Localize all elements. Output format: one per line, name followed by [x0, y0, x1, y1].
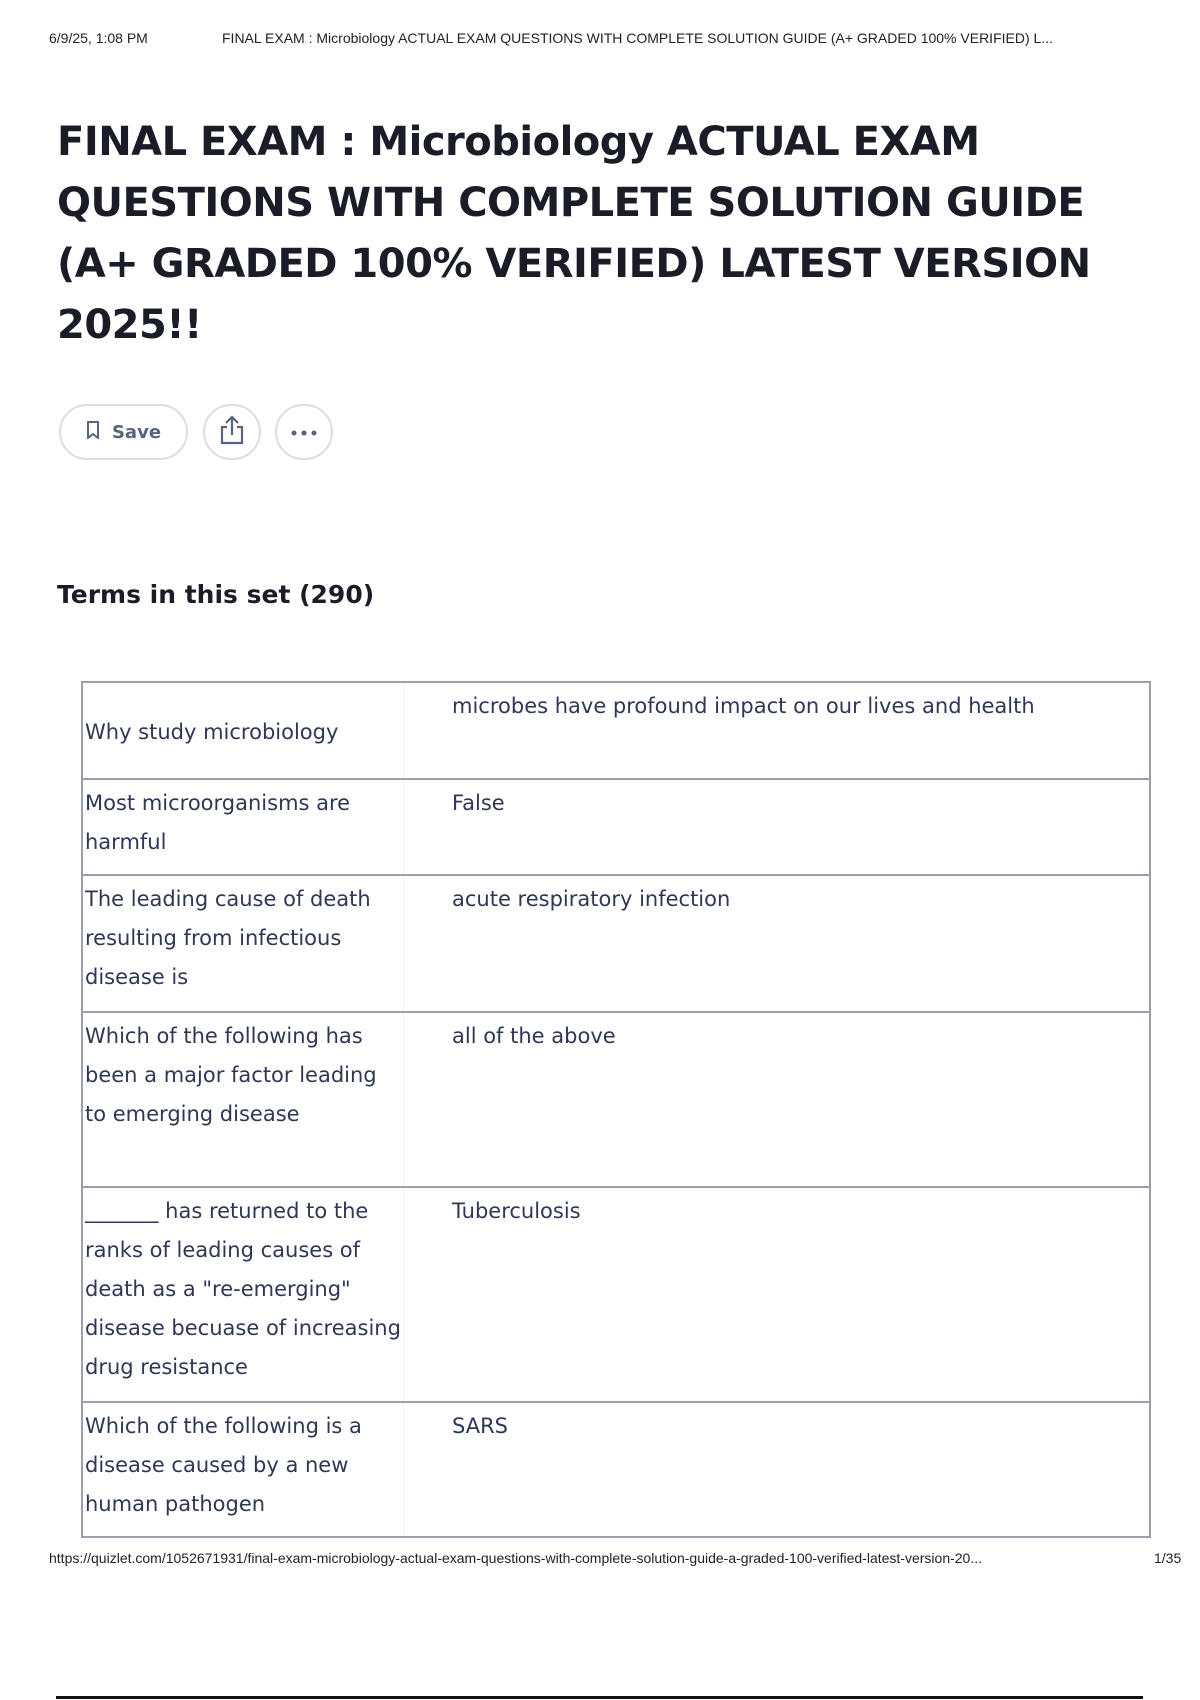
- definition-cell: False: [404, 779, 1151, 875]
- bookmark-icon: [86, 421, 100, 444]
- term-cell: Which of the following has been a major factor leading to emerging disease: [82, 1012, 404, 1187]
- more-icon: [290, 423, 318, 441]
- definition-cell: Tuberculosis: [404, 1187, 1151, 1402]
- share-icon: [219, 415, 245, 450]
- terms-table: [81, 681, 1151, 1538]
- definition-cell: acute respiratory infection: [404, 875, 1151, 1012]
- page-number: 1/35: [1154, 1550, 1182, 1566]
- term-cell: _______ has returned to the ranks of leading causes of death as a "re-emerging" disease becuase of increasing drug resistance: [82, 1187, 404, 1402]
- print-datetime: 6/9/25, 1:08 PM: [49, 30, 148, 46]
- terms-heading: Terms in this set (290): [57, 580, 375, 609]
- table-row: [82, 875, 1150, 1012]
- definition-cell: SARS: [404, 1402, 1151, 1537]
- term-cell: Why study microbiology: [82, 682, 404, 779]
- divider: [56, 1696, 1143, 1699]
- table-row: [82, 1012, 1150, 1187]
- definition-cell: all of the above: [404, 1012, 1151, 1187]
- page-title: FINAL EXAM : Microbiology ACTUAL EXAM QUESTIONS WITH COMPLETE SOLUTION GUIDE (A+ GRADED 100% VERIFIED) LATEST VERSION 2025!!: [57, 119, 1091, 348]
- more-button[interactable]: [275, 404, 333, 460]
- table-row: [82, 1187, 1150, 1402]
- term-cell: The leading cause of death resulting from infectious disease is: [82, 875, 404, 1012]
- table-row: [82, 779, 1150, 875]
- term-cell: Which of the following is a disease caused by a new human pathogen: [82, 1402, 404, 1537]
- print-url: https://quizlet.com/1052671931/final-exam-microbiology-actual-exam-questions-with-complete-solution-guide-a-graded-100-verified-latest-version-20...: [49, 1550, 983, 1566]
- print-doc-title: FINAL EXAM : Microbiology ACTUAL EXAM QUESTIONS WITH COMPLETE SOLUTION GUIDE (A+ GRADED 100% VERIFIED) L...: [222, 30, 1053, 46]
- table-row: [82, 682, 1150, 779]
- term-cell: Most microorganisms are harmful: [82, 779, 404, 875]
- share-button[interactable]: [203, 404, 261, 460]
- table-row: [82, 1402, 1150, 1537]
- save-button[interactable]: [59, 404, 188, 460]
- save-label: Save: [111, 421, 162, 443]
- definition-cell: microbes have profound impact on our lives and health: [404, 682, 1151, 779]
